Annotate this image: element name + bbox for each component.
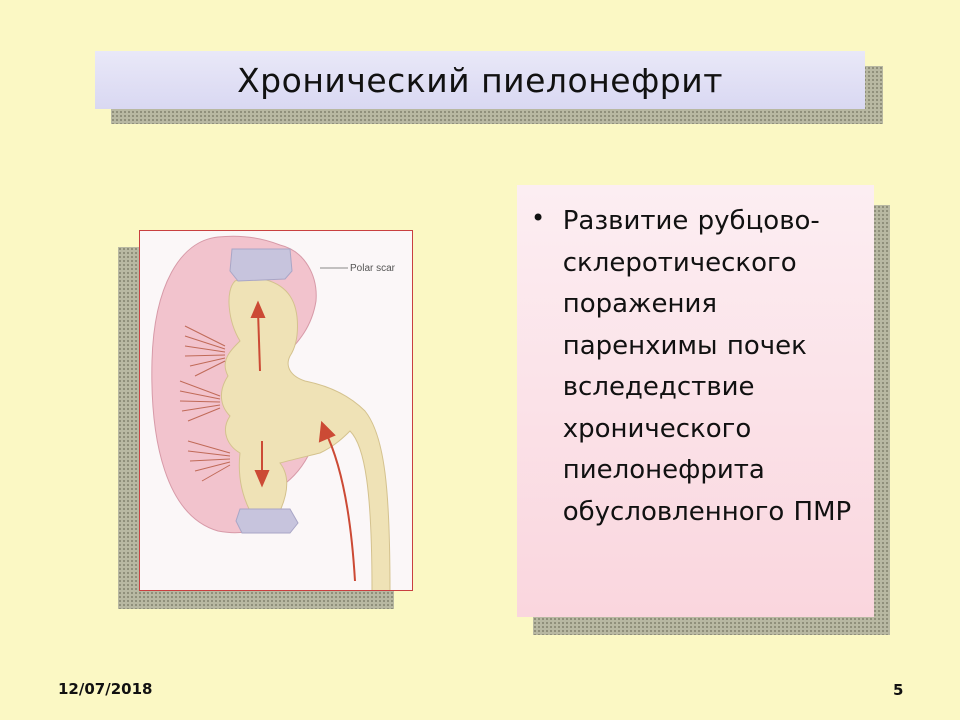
polar-scar-bottom — [236, 509, 298, 533]
kidney-diagram-svg — [140, 231, 412, 590]
footer-date: 12/07/2018 — [58, 680, 153, 698]
polar-scar-label: Polar scar — [350, 263, 396, 274]
title-box — [95, 51, 865, 109]
text-box — [517, 185, 874, 617]
kidney-illustration — [139, 230, 413, 591]
slide-title: Хронический пиелонефрит — [237, 60, 723, 100]
polar-scar-top — [230, 249, 292, 281]
page-number: 5 — [893, 681, 904, 699]
bullet-marker: • — [531, 204, 546, 232]
bullet-text: Развитие рубцово-склеротического поражения паренхимы почек вследедствие хронического пиелонефрита обусловленного ПМР — [562, 206, 852, 527]
bullet-item — [531, 201, 860, 533]
